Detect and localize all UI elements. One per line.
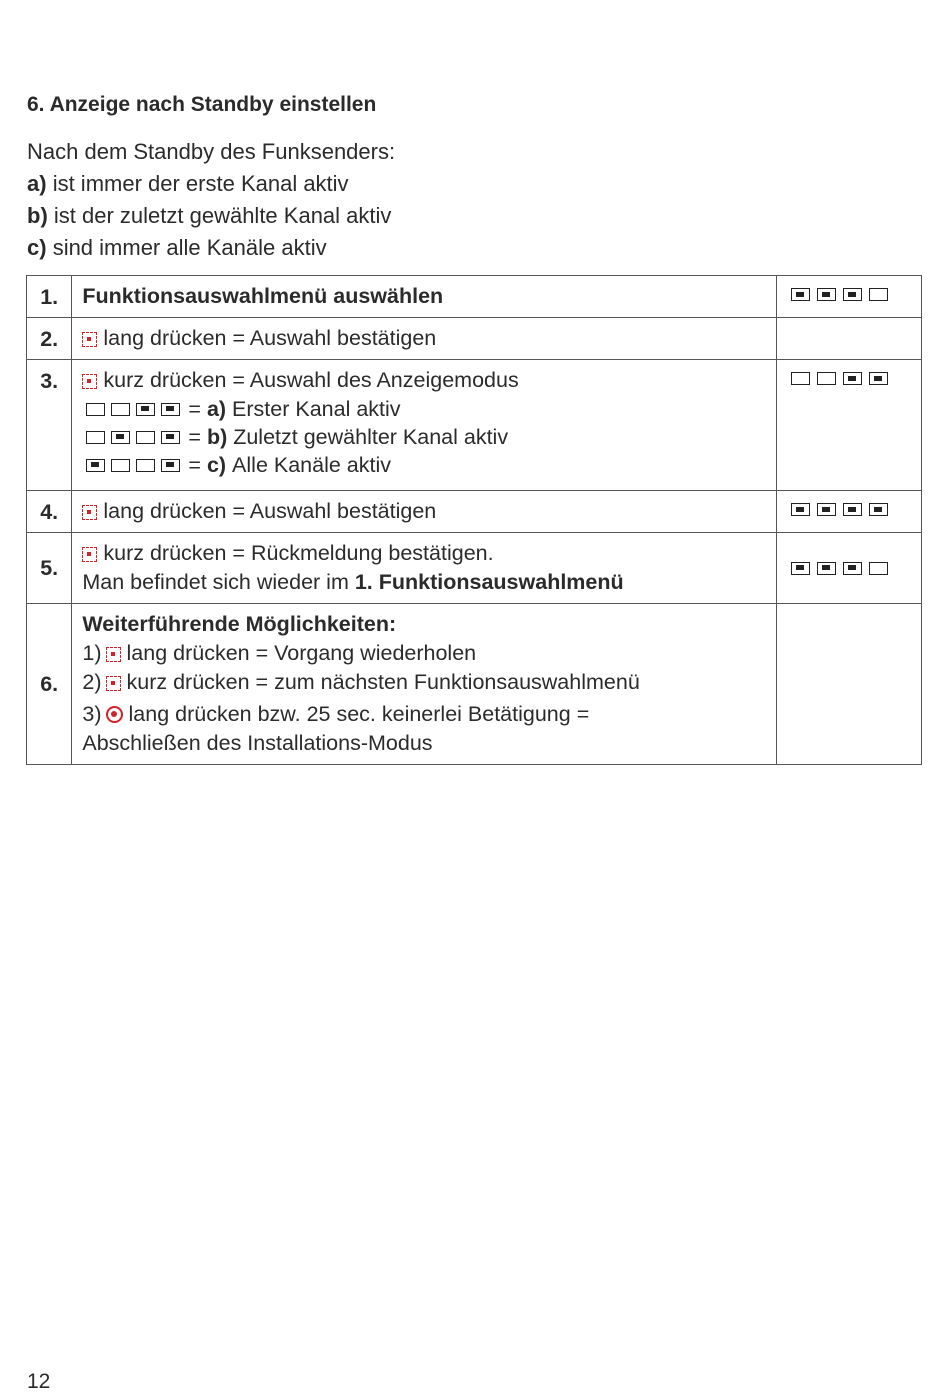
intro-option-b bbox=[27, 200, 395, 232]
led-on-icon bbox=[817, 562, 836, 575]
intro-option-a bbox=[27, 168, 395, 200]
dashed-square-button-icon bbox=[82, 332, 97, 347]
led-on-icon bbox=[161, 459, 180, 472]
step-row bbox=[27, 276, 922, 318]
led-group bbox=[86, 459, 180, 472]
step-description bbox=[72, 604, 776, 765]
led-off-icon bbox=[86, 431, 105, 444]
option-text: ist der zuletzt gewählte Kanal aktiv bbox=[53, 203, 392, 228]
led-on-icon bbox=[791, 288, 810, 301]
led-group bbox=[791, 503, 921, 516]
led-off-icon bbox=[136, 459, 155, 472]
dashed-square-button-icon bbox=[106, 647, 121, 662]
list-item bbox=[82, 668, 775, 697]
step-description bbox=[72, 318, 776, 360]
led-group bbox=[86, 403, 180, 416]
led-off-icon bbox=[869, 562, 888, 575]
led-on-icon bbox=[869, 372, 888, 385]
step-row bbox=[27, 604, 922, 765]
led-on-icon bbox=[843, 562, 862, 575]
option-key: a) bbox=[27, 171, 47, 196]
list-item bbox=[82, 639, 775, 668]
option-key: c) bbox=[206, 452, 227, 477]
option-key: c) bbox=[27, 235, 47, 260]
led-off-icon bbox=[791, 372, 810, 385]
led-on-icon bbox=[86, 459, 105, 472]
step-number: 5. bbox=[27, 533, 72, 604]
step-title: Weiterführende Möglichkeiten: bbox=[82, 612, 397, 636]
led-off-icon bbox=[869, 288, 888, 301]
led-on-icon bbox=[869, 503, 888, 516]
step-text-bold: 1. Funktionsauswahlmenü bbox=[354, 570, 624, 594]
option-text: Erster Kanal aktiv bbox=[232, 396, 401, 421]
step-row bbox=[27, 360, 922, 491]
option-key: b) bbox=[206, 424, 228, 449]
item-prefix: 1) bbox=[82, 641, 102, 665]
option-key: b) bbox=[27, 203, 48, 228]
intro-text bbox=[27, 136, 395, 264]
led-off-icon bbox=[111, 459, 130, 472]
led-on-icon bbox=[817, 503, 836, 516]
item-text: kurz drücken = zum nächsten Funktionsauswahlmenü bbox=[126, 670, 640, 694]
led-on-icon bbox=[817, 288, 836, 301]
led-off-icon bbox=[86, 403, 105, 416]
item-prefix: 2) bbox=[82, 670, 102, 694]
step-number: 4. bbox=[27, 491, 72, 533]
section-heading: 6. Anzeige nach Standby einstellen bbox=[27, 93, 377, 116]
led-on-icon bbox=[111, 431, 130, 444]
led-off-icon bbox=[111, 403, 130, 416]
led-indicator bbox=[776, 491, 921, 533]
item-text: lang drücken = Vorgang wiederholen bbox=[126, 641, 477, 665]
led-group bbox=[86, 431, 180, 444]
step-text: lang drücken = Auswahl bestätigen bbox=[103, 326, 437, 350]
led-group bbox=[791, 288, 921, 301]
step-description bbox=[72, 360, 776, 491]
item-text: Abschließen des Installations-Modus bbox=[82, 731, 433, 755]
led-on-icon bbox=[791, 503, 810, 516]
led-indicator bbox=[776, 318, 921, 360]
equals-sign: = bbox=[188, 424, 201, 449]
led-indicator bbox=[776, 360, 921, 491]
led-on-icon bbox=[843, 372, 862, 385]
led-group bbox=[791, 562, 921, 575]
red-circle-button-icon bbox=[106, 706, 123, 723]
led-on-icon bbox=[161, 431, 180, 444]
option-text: ist immer der erste Kanal aktiv bbox=[52, 171, 349, 196]
equals-sign: = bbox=[188, 396, 201, 421]
page-number: 12 bbox=[27, 1370, 51, 1393]
item-prefix: 3) bbox=[82, 702, 102, 726]
display-mode-option bbox=[82, 395, 775, 423]
step-text: lang drücken = Auswahl bestätigen bbox=[103, 499, 437, 523]
step-description bbox=[72, 276, 776, 318]
step-number: 6. bbox=[27, 604, 72, 765]
item-text: lang drücken bzw. 25 sec. keinerlei Betätigung = bbox=[128, 702, 590, 726]
equals-sign: = bbox=[188, 452, 201, 477]
step-title: Funktionsauswahlmenü auswählen bbox=[82, 284, 444, 308]
option-text: Zuletzt gewählter Kanal aktiv bbox=[233, 424, 509, 449]
step-row bbox=[27, 491, 922, 533]
led-indicator bbox=[776, 533, 921, 604]
led-indicator bbox=[776, 604, 921, 765]
led-on-icon bbox=[843, 503, 862, 516]
led-on-icon bbox=[791, 562, 810, 575]
step-description bbox=[72, 491, 776, 533]
dashed-square-button-icon bbox=[82, 374, 97, 389]
step-text: kurz drücken = Auswahl des Anzeigemodus bbox=[103, 368, 519, 392]
display-mode-option bbox=[82, 451, 775, 479]
step-row bbox=[27, 318, 922, 360]
dashed-square-button-icon bbox=[82, 505, 97, 520]
step-number: 3. bbox=[27, 360, 72, 491]
step-text: kurz drücken = Rückmeldung bestätigen. bbox=[103, 541, 494, 565]
step-row bbox=[27, 533, 922, 604]
list-item bbox=[82, 729, 775, 758]
option-key: a) bbox=[206, 396, 227, 421]
intro-option-c bbox=[27, 232, 395, 264]
option-text: sind immer alle Kanäle aktiv bbox=[52, 235, 327, 260]
step-number: 1. bbox=[27, 276, 72, 318]
dashed-square-button-icon bbox=[106, 676, 121, 691]
step-description bbox=[72, 533, 776, 604]
led-group bbox=[791, 372, 921, 385]
intro-line: Nach dem Standby des Funksenders: bbox=[27, 139, 396, 164]
step-number: 2. bbox=[27, 318, 72, 360]
dashed-square-button-icon bbox=[82, 547, 97, 562]
led-off-icon bbox=[136, 431, 155, 444]
led-on-icon bbox=[843, 288, 862, 301]
option-text: Alle Kanäle aktiv bbox=[232, 452, 391, 477]
led-indicator bbox=[776, 276, 921, 318]
led-on-icon bbox=[136, 403, 155, 416]
led-off-icon bbox=[817, 372, 836, 385]
list-item bbox=[82, 700, 775, 729]
display-mode-option bbox=[82, 423, 775, 451]
steps-table bbox=[26, 275, 922, 765]
led-on-icon bbox=[161, 403, 180, 416]
step-text-line2: Man befindet sich wieder im bbox=[82, 570, 355, 594]
